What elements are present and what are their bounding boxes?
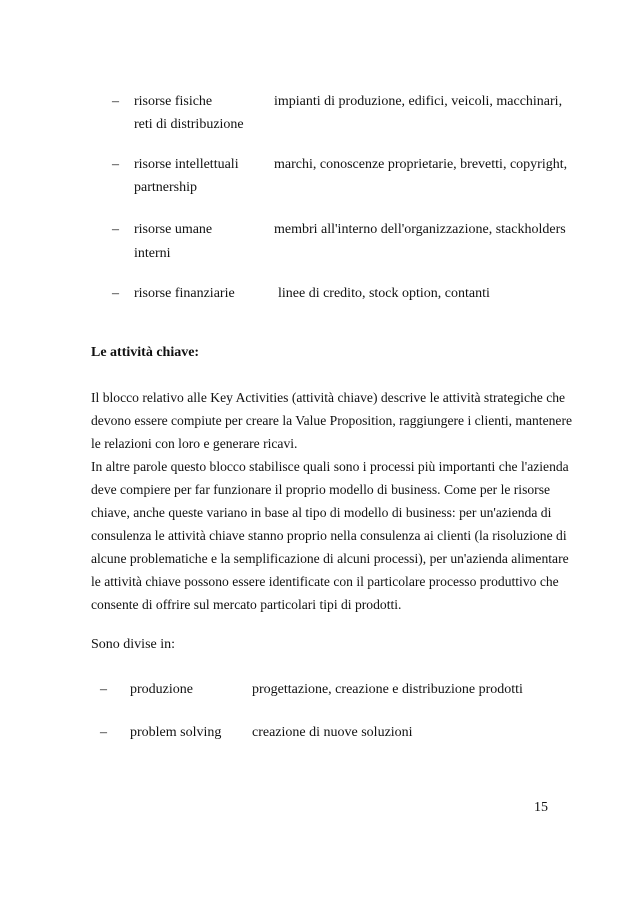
resource-desc: marchi, conoscenze proprietarie, brevetti, copyright, [274, 157, 568, 172]
page-number: 15 [534, 800, 548, 815]
resource-desc: impianti di produzione, edifici, veicoli, macchinari, [274, 94, 563, 109]
list-dash: – [112, 222, 119, 237]
activity-term: problem solving [130, 725, 222, 740]
resource-desc-cont: reti di distribuzione [134, 117, 244, 132]
paragraph-line: consulenza le attività chiave stanno proprio nella consulenza ai clienti (la risoluzione di [91, 528, 567, 543]
body-paragraph [91, 386, 573, 616]
list-dash: – [100, 725, 107, 740]
activity-desc: creazione di nuove soluzioni [252, 725, 413, 740]
resource-desc: linee di credito, stock option, contanti [278, 286, 490, 301]
resource-term: risorse intellettuali [134, 157, 239, 172]
resource-term: risorse umane [134, 222, 213, 237]
resource-desc-cont: interni [134, 246, 171, 261]
paragraph-line: chiave, anche queste variano in base al tipo di modello di business: per un'azienda di [91, 505, 552, 520]
activity-desc: progettazione, creazione e distribuzione prodotti [252, 682, 523, 697]
list-dash: – [112, 157, 119, 172]
paragraph-line: le relazioni con loro e generare ricavi. [91, 436, 298, 451]
resource-term: risorse finanziarie [134, 286, 235, 301]
paragraph-line: deve compiere per far funzionare il proprio modello di business. Come per le risorse [91, 482, 551, 497]
paragraph-line: consente di offrire sul mercato particolari tipi di prodotti. [91, 597, 402, 612]
paragraph-line: alcune problematiche e la semplificazione di alcuni processi), per un'azienda alimentare [91, 551, 569, 566]
divided-intro: Sono divise in: [91, 637, 176, 652]
section-heading: Le attività chiave: [91, 345, 200, 360]
activity-term: produzione [130, 682, 193, 697]
paragraph-line: devono essere compiute per creare la Value Proposition, raggiungere i clienti, mantenere [91, 413, 573, 428]
resource-desc: membri all'interno dell'organizzazione, stackholders [274, 222, 566, 237]
resource-desc-cont: partnership [134, 180, 197, 195]
paragraph-line: Il blocco relativo alle Key Activities (attività chiave) descrive le attività strategiche che [91, 390, 566, 405]
paragraph-line: le attività chiave possono essere identificate con il particolare processo produttivo che [91, 574, 559, 589]
resource-term: risorse fisiche [134, 94, 213, 109]
paragraph-line: In altre parole questo blocco stabilisce quali sono i processi più importanti che l'azienda [91, 459, 569, 474]
list-dash: – [112, 286, 119, 301]
list-dash: – [100, 682, 107, 697]
list-dash: – [112, 94, 119, 109]
